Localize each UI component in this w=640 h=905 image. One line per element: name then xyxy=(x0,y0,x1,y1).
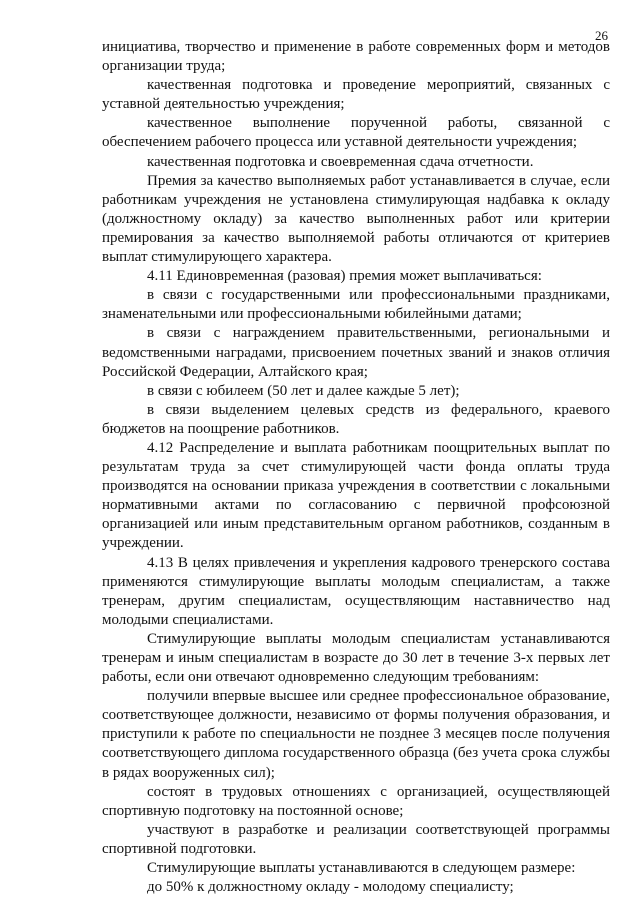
paragraph: Премия за качество выполняемых работ устанавливается в случае, если работникам учреждения не установлена стимулирующая надбавка к окладу (должностному окладу) за качество выполненных работ или критерии премирования за качество выполняемой работы отличаются от критериев выплат стимулирующего характера. xyxy=(102,172,610,266)
paragraph: Стимулирующие выплаты устанавливаются в следующем размере: xyxy=(147,860,576,877)
paragraph: получили впервые высшее или среднее профессиональное образование, соответствующее должности, независимо от формы получения образования, и приступили к работе по специальности не позднее 3 месяцев после получения соответствующего диплома государственного образца (без учета срока службы в рядах вооруженных сил); xyxy=(102,688,610,781)
paragraph: до 50% к должностному окладу - молодому специалисту; xyxy=(147,879,514,896)
paragraph: Стимулирующие выплаты молодым специалистам устанавливаются тренерам и иным специалистам в возрасте до 30 лет в течение 3-х первых лет работы, если они отвечают одновременно следующим требованиям: xyxy=(102,630,610,686)
paragraph: в связи выделением целевых средств из федерального, краевого бюджетов на поощрение работников. xyxy=(102,401,610,437)
paragraph: состоят в трудовых отношениях с организацией, осуществляющей спортивную подготовку на постоянной основе; xyxy=(102,783,610,819)
paragraph: в связи с государственными или профессиональными праздниками, знаменательными или профессиональными юбилейными датами; xyxy=(102,287,610,323)
paragraph: в связи с юбилеем (50 лет и далее каждые 5 лет); xyxy=(147,382,460,399)
paragraph: инициатива, творчество и применение в работе современных форм и методов организации труда; xyxy=(102,39,610,75)
paragraph: качественное выполнение порученной работы, связанной с обеспечением рабочего процесса или уставной деятельности учреждения; xyxy=(102,115,610,151)
paragraph: 4.13 В целях привлечения и укрепления кадрового тренерского состава применяются стимулирующие выплаты молодым специалистам, а также тренерам, другим специалистам, осуществляющим наставничество над молодыми специалистами. xyxy=(102,554,610,628)
document-body xyxy=(102,38,610,897)
paragraph: 4.11 Единовременная (разовая) премия может выплачиваться: xyxy=(147,268,542,285)
paragraph: в связи с награждением правительственными, региональными и ведомственными наградами, присвоением почетных званий и знаков отличия Российской Федерации, Алтайского края; xyxy=(102,325,610,380)
paragraph: участвуют в разработке и реализации соответствующей программы спортивной подготовки. xyxy=(102,821,610,857)
paragraph: качественная подготовка и проведение мероприятий, связанных с уставной деятельностью учреждения; xyxy=(102,77,610,113)
page-number: 26 xyxy=(595,28,608,43)
paragraph: качественная подготовка и своевременная сдача отчетности. xyxy=(147,153,534,170)
paragraph: 4.12 Распределение и выплата работникам поощрительных выплат по результатам труда за счет стимулирующей части фонда оплаты труда производятся на основании приказа учреждения в соответствии с локальными нормативными актами по согласованию с первичной профсоюзной организацией или иным представительным органом работников, созданным в учреждении. xyxy=(102,439,610,552)
